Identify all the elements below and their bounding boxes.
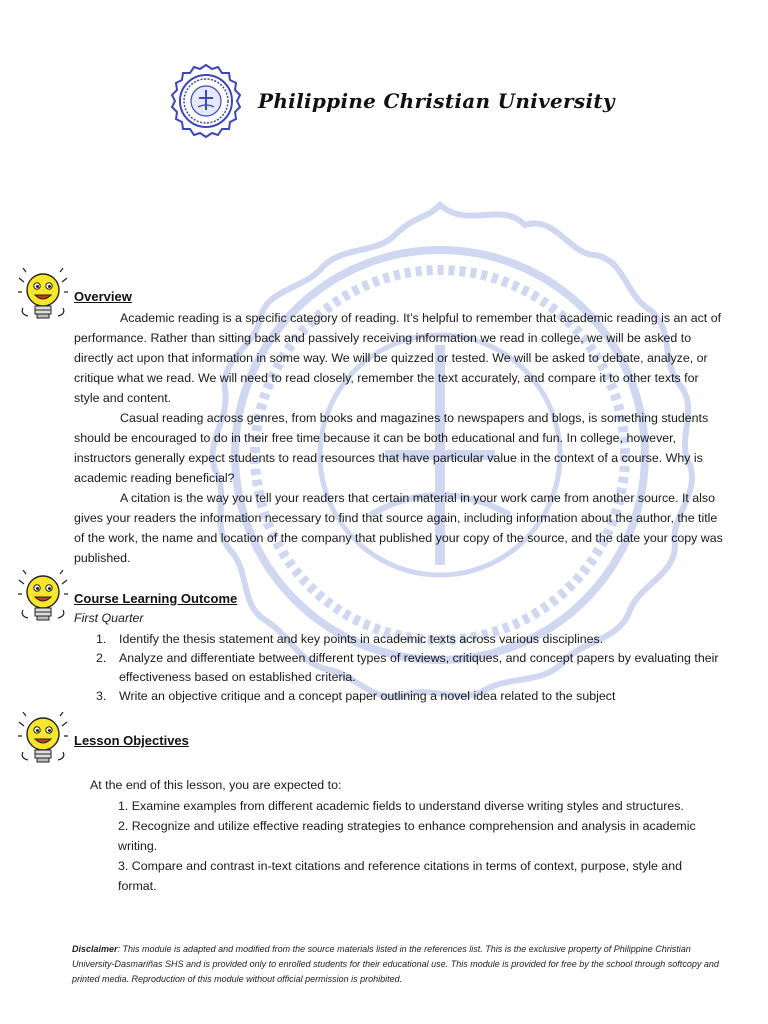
overview-paragraph-3: A citation is the way you tell your readers that certain material in your work came from another source. It also gives your readers the information necessary to find that source again, including information about the author, the title of the work, the name and location of the company that published your copy of the source, and the date your copy was published. bbox=[74, 491, 723, 565]
list-item: 3. Compare and contrast in-text citations and reference citations in terms of context, purpose, style and format. bbox=[118, 859, 683, 893]
quarter-label: First Quarter bbox=[74, 611, 144, 625]
course-outcome-heading: Course Learning Outcome bbox=[74, 591, 238, 606]
outcome-list bbox=[96, 630, 728, 706]
disclaimer-text: : This module is adapted and modified from the source materials listed in the references list. This is the exclusive property of Philippine Christian University-Dasmariñas SHS and is provided only to enrolled students for their educational use. This module is provided for free by the school through softcopy and printed media. Reproduction of this module without official permission is prohibited. bbox=[72, 944, 719, 984]
lightbulb-icon bbox=[18, 268, 68, 324]
list-item: 3. Write an objective critique and a concept paper outlining a novel idea related to the subject bbox=[96, 689, 616, 703]
list-item: 1. Examine examples from different academic fields to understand diverse writing styles and structures. bbox=[118, 799, 684, 813]
university-seal-logo bbox=[168, 63, 244, 139]
list-item: 2. Analyze and differentiate between different types of reviews, critiques, and concept papers by evaluating their effectiveness based on established criteria. bbox=[96, 651, 719, 684]
list-item: 2. Recognize and utilize effective reading strategies to enhance comprehension and analysis in academic writing. bbox=[118, 819, 696, 853]
overview-heading: Overview bbox=[74, 289, 132, 304]
objectives-list bbox=[118, 796, 718, 896]
overview-paragraph-1: Academic reading is a specific category of reading. It’s helpful to remember that academic reading is an act of performance. Rather than sitting back and passively receiving information we read in college, we will be asked to directly act upon that information in some way. We will be quizzed or tested. We will be asked to debate, analyze, or critique what we read. We will need to read closely, remember the text accurately, and compare it to other texts for style and content. bbox=[74, 311, 722, 405]
university-name: Philippine Christian University bbox=[258, 89, 615, 113]
lightbulb-icon bbox=[18, 570, 68, 626]
lesson-objectives-heading: Lesson Objectives bbox=[74, 733, 189, 748]
disclaimer bbox=[72, 942, 732, 987]
list-item: 1. Identify the thesis statement and key points in academic texts across various disciplines. bbox=[96, 632, 604, 646]
disclaimer-label: Disclaimer bbox=[72, 944, 118, 954]
lightbulb-icon bbox=[18, 712, 68, 768]
overview-paragraph-2: Casual reading across genres, from books and magazines to newspapers and blogs, is something students should be encouraged to do in their free time because it can be both educational and fun. In college, however, instructors generally expect students to read resources that have particular value in the context of a course. Why is academic reading beneficial? bbox=[74, 411, 709, 485]
document-header bbox=[168, 64, 615, 138]
objectives-intro: At the end of this lesson, you are expected to: bbox=[90, 778, 342, 792]
